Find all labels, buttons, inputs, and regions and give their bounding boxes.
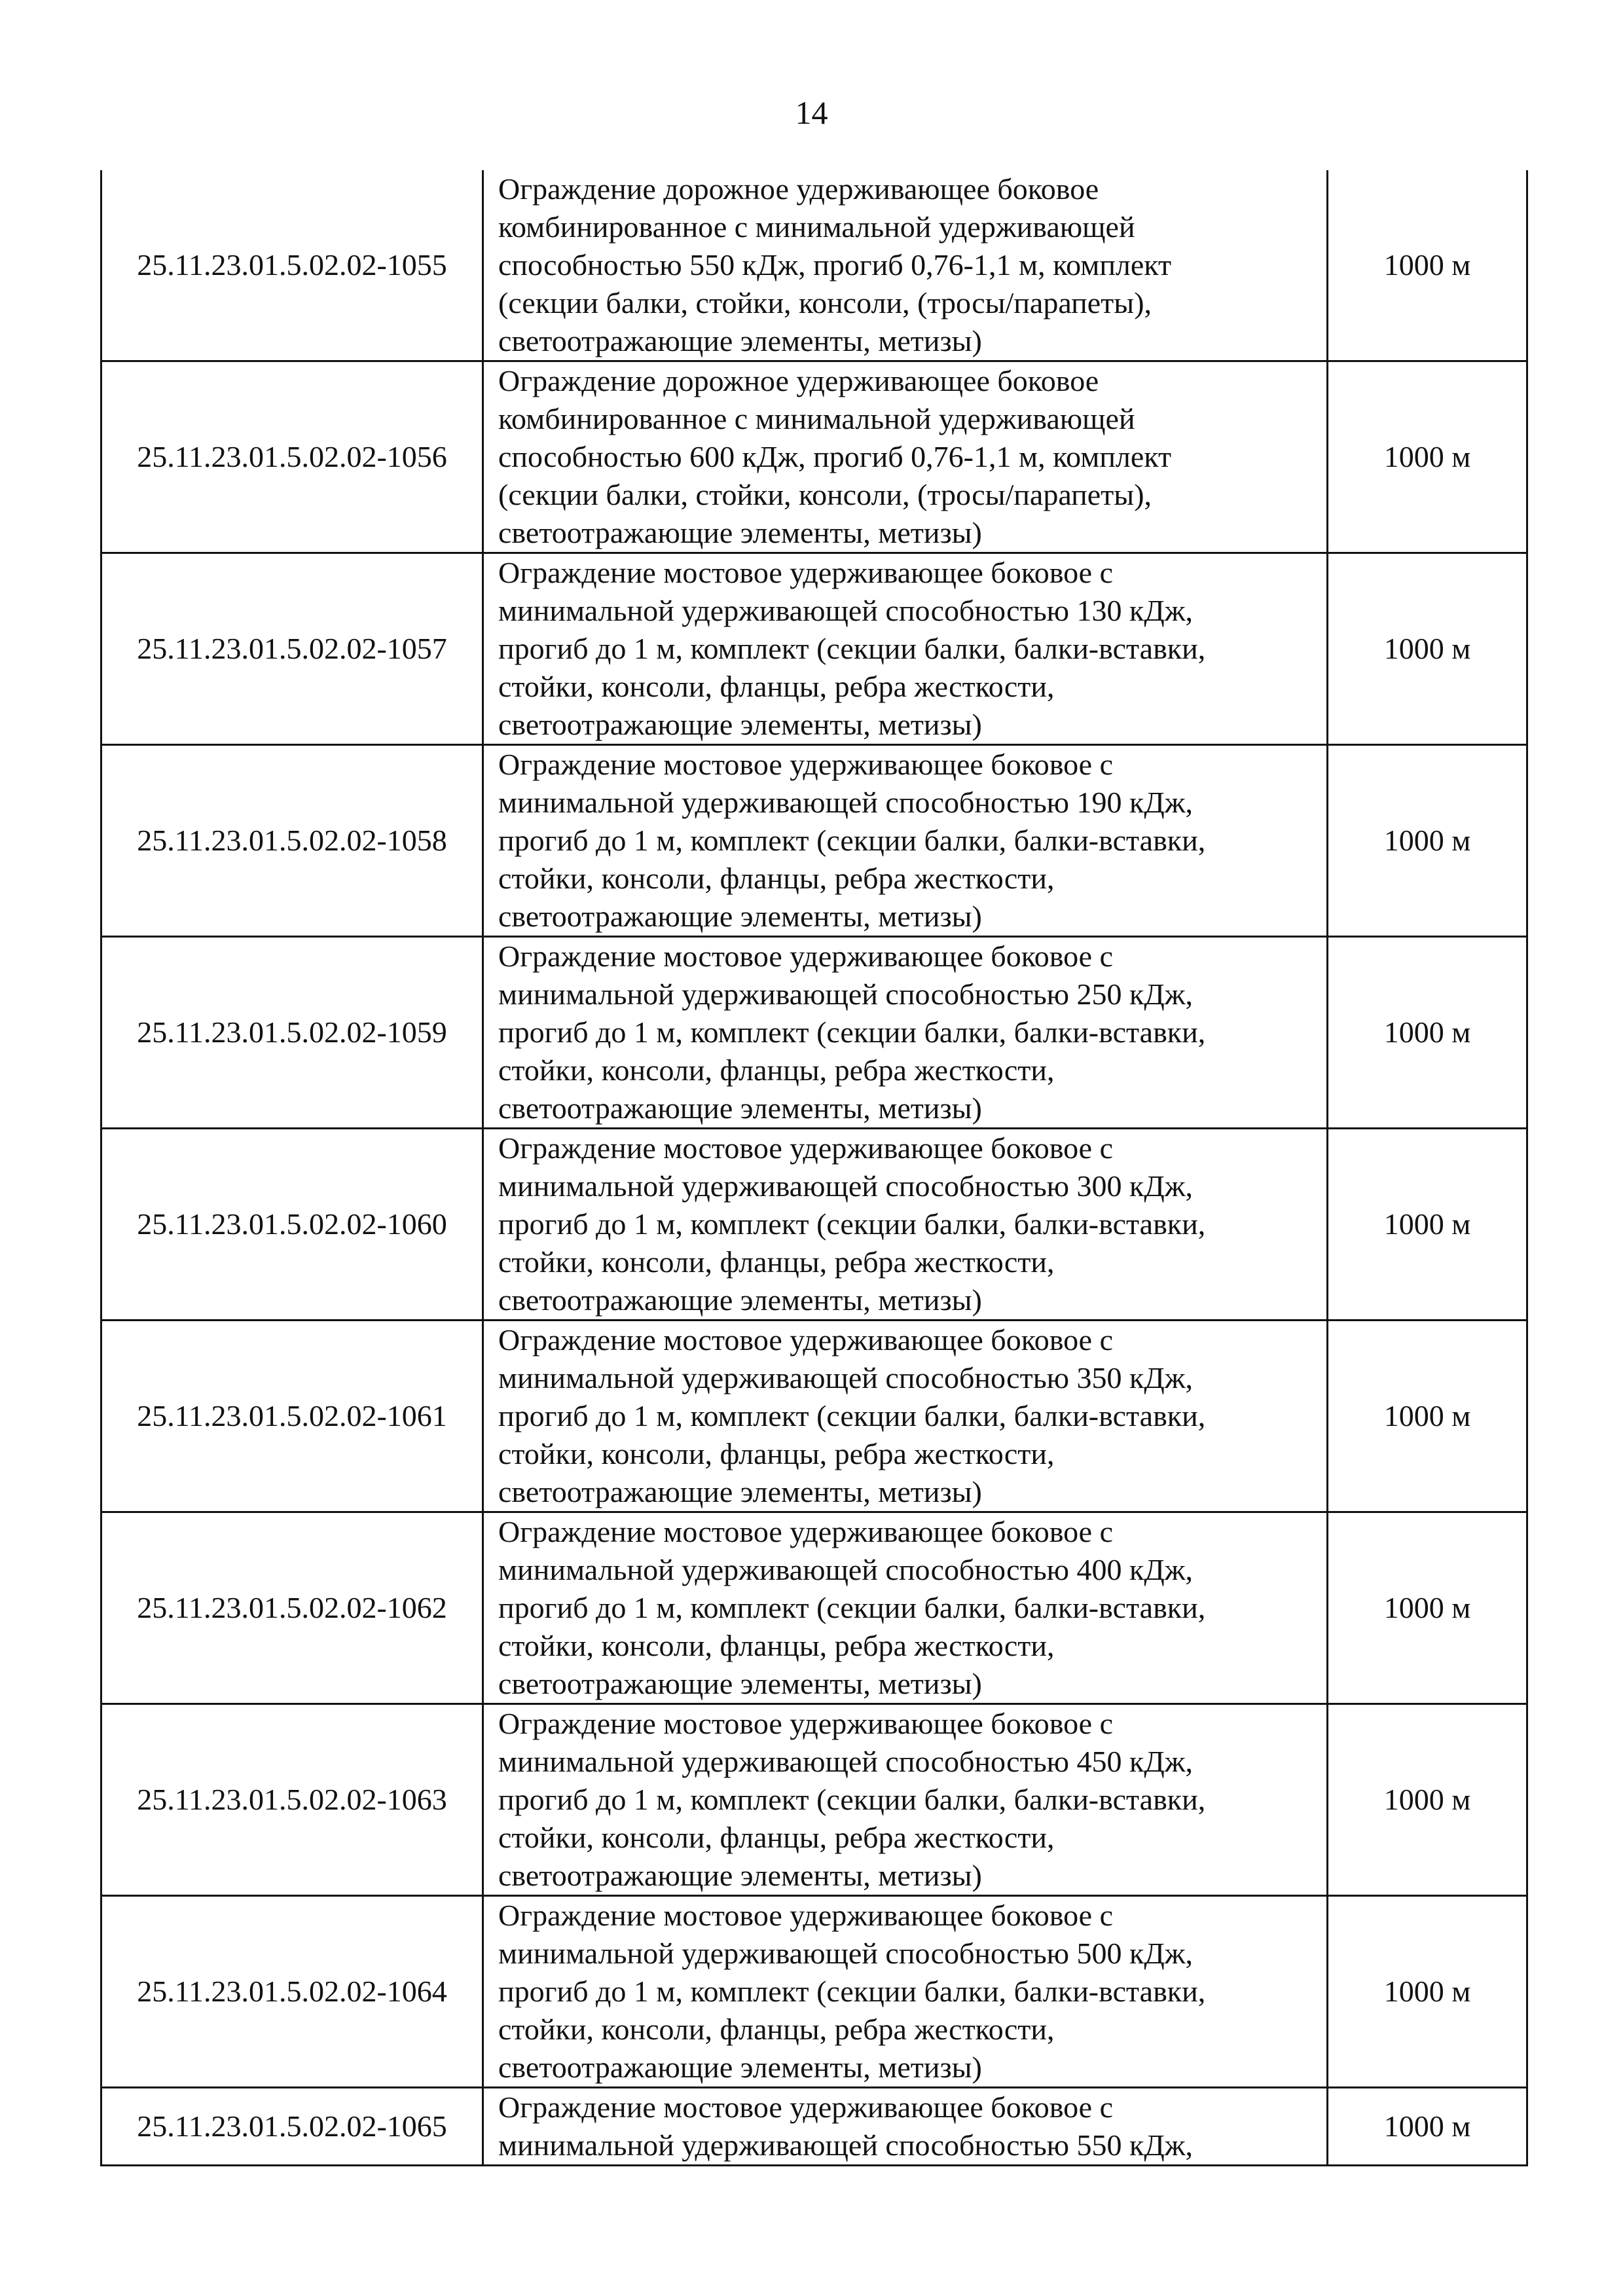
resource-code: 25.11.23.01.5.02.02-1060 <box>101 1129 483 1321</box>
description-line: Ограждение дорожное удерживающее боковое <box>498 172 1099 206</box>
description-line: способностью 600 кДж, прогиб 0,76-1,1 м, комплект <box>498 440 1172 473</box>
description-line: прогиб до 1 м, комплект (секции балки, балки-вставки, <box>498 1975 1206 2008</box>
resource-description <box>483 745 1328 937</box>
unit-of-measure: 1000 м <box>1328 2088 1527 2166</box>
table-row <box>101 170 1527 361</box>
table-row <box>101 1129 1527 1321</box>
description-line: минимальной удерживающей способностью 250 кДж, <box>498 977 1194 1011</box>
resource-code: 25.11.23.01.5.02.02-1065 <box>101 2088 483 2166</box>
table-row <box>101 1512 1527 1704</box>
resource-description <box>483 1129 1328 1321</box>
description-line: светоотражающие элементы, метизы) <box>498 1667 982 1700</box>
description-line: комбинированное с минимальной удерживающей <box>498 210 1135 244</box>
description-line: прогиб до 1 м, комплект (секции балки, балки-вставки, <box>498 1399 1206 1432</box>
description-line: стойки, консоли, фланцы, ребра жесткости, <box>498 2013 1055 2046</box>
description-line: Ограждение мостовое удерживающее боковое с <box>498 2090 1114 2124</box>
resource-code: 25.11.23.01.5.02.02-1061 <box>101 1321 483 1512</box>
description-line: стойки, консоли, фланцы, ребра жесткости, <box>498 1053 1055 1087</box>
page-number: 14 <box>795 94 828 131</box>
description-line: светоотражающие элементы, метизы) <box>498 1283 982 1317</box>
description-line: минимальной удерживающей способностью 130 кДж, <box>498 594 1194 627</box>
description-line: светоотражающие элементы, метизы) <box>498 2050 982 2084</box>
resource-code: 25.11.23.01.5.02.02-1063 <box>101 1704 483 1896</box>
resource-description <box>483 553 1328 745</box>
description-line: прогиб до 1 м, комплект (секции балки, балки-вставки, <box>498 824 1206 857</box>
description-line: прогиб до 1 м, комплект (секции балки, балки-вставки, <box>498 1591 1206 1624</box>
description-line: светоотражающие элементы, метизы) <box>498 1091 982 1125</box>
description-line: стойки, консоли, фланцы, ребра жесткости, <box>498 1821 1055 1854</box>
description-line: минимальной удерживающей способностью 350 кДж, <box>498 1361 1194 1394</box>
description-line: Ограждение мостовое удерживающее боковое с <box>498 556 1114 589</box>
description-line: стойки, консоли, фланцы, ребра жесткости, <box>498 1437 1055 1470</box>
description-line: прогиб до 1 м, комплект (секции балки, балки-вставки, <box>498 1015 1206 1049</box>
description-line: минимальной удерживающей способностью 190 кДж, <box>498 786 1194 819</box>
classifier-table <box>100 170 1528 2166</box>
description-line: способностью 550 кДж, прогиб 0,76-1,1 м, комплект <box>498 248 1172 282</box>
resource-description <box>483 1704 1328 1896</box>
resource-description <box>483 170 1328 361</box>
unit-of-measure: 1000 м <box>1328 745 1527 937</box>
table-row <box>101 1321 1527 1512</box>
description-line: светоотражающие элементы, метизы) <box>498 516 982 549</box>
unit-of-measure: 1000 м <box>1328 553 1527 745</box>
resource-description <box>483 361 1328 553</box>
resource-description <box>483 1321 1328 1512</box>
description-line: минимальной удерживающей способностью 400 кДж, <box>498 1553 1194 1586</box>
table-row <box>101 553 1527 745</box>
description-line: минимальной удерживающей способностью 500 кДж, <box>498 1937 1194 1970</box>
table-row <box>101 361 1527 553</box>
description-line: (секции балки, стойки, консоли, (тросы/парапеты), <box>498 286 1152 319</box>
description-line: комбинированное с минимальной удерживающей <box>498 402 1135 435</box>
description-line: стойки, консоли, фланцы, ребра жесткости, <box>498 1629 1055 1662</box>
description-line: светоотражающие элементы, метизы) <box>498 324 982 357</box>
table-row <box>101 1704 1527 1896</box>
resource-description <box>483 2088 1328 2166</box>
description-line: Ограждение мостовое удерживающее боковое с <box>498 1131 1114 1165</box>
description-line: Ограждение дорожное удерживающее боковое <box>498 364 1099 397</box>
resource-code: 25.11.23.01.5.02.02-1064 <box>101 1896 483 2088</box>
resource-code: 25.11.23.01.5.02.02-1055 <box>101 170 483 361</box>
description-line: стойки, консоли, фланцы, ребра жесткости, <box>498 1245 1055 1279</box>
description-line: светоотражающие элементы, метизы) <box>498 900 982 933</box>
table-row <box>101 745 1527 937</box>
unit-of-measure: 1000 м <box>1328 1704 1527 1896</box>
description-line: Ограждение мостовое удерживающее боковое с <box>498 748 1114 781</box>
description-line: Ограждение мостовое удерживающее боковое с <box>498 1515 1114 1548</box>
resource-code: 25.11.23.01.5.02.02-1059 <box>101 937 483 1129</box>
description-line: стойки, консоли, фланцы, ребра жесткости, <box>498 862 1055 895</box>
resource-description <box>483 1512 1328 1704</box>
unit-of-measure: 1000 м <box>1328 170 1527 361</box>
resource-code: 25.11.23.01.5.02.02-1057 <box>101 553 483 745</box>
description-line: Ограждение мостовое удерживающее боковое с <box>498 1899 1114 1932</box>
unit-of-measure: 1000 м <box>1328 361 1527 553</box>
unit-of-measure: 1000 м <box>1328 1512 1527 1704</box>
unit-of-measure: 1000 м <box>1328 1321 1527 1512</box>
description-line: Ограждение мостовое удерживающее боковое с <box>498 939 1114 973</box>
description-line: прогиб до 1 м, комплект (секции балки, балки-вставки, <box>498 1783 1206 1816</box>
description-line: светоотражающие элементы, метизы) <box>498 1859 982 1892</box>
resource-description <box>483 937 1328 1129</box>
description-line: минимальной удерживающей способностью 550 кДж, <box>498 2128 1194 2162</box>
resource-description <box>483 1896 1328 2088</box>
description-line: светоотражающие элементы, метизы) <box>498 1475 982 1508</box>
description-line: Ограждение мостовое удерживающее боковое с <box>498 1323 1114 1357</box>
description-line: минимальной удерживающей способностью 450 кДж, <box>498 1745 1194 1778</box>
description-line: (секции балки, стойки, консоли, (тросы/парапеты), <box>498 478 1152 511</box>
description-line: стойки, консоли, фланцы, ребра жесткости, <box>498 670 1055 703</box>
description-line: Ограждение мостовое удерживающее боковое с <box>498 1707 1114 1740</box>
unit-of-measure: 1000 м <box>1328 937 1527 1129</box>
table-row <box>101 2088 1527 2166</box>
table-row <box>101 1896 1527 2088</box>
description-line: прогиб до 1 м, комплект (секции балки, балки-вставки, <box>498 632 1206 665</box>
table-row <box>101 937 1527 1129</box>
description-line: прогиб до 1 м, комплект (секции балки, балки-вставки, <box>498 1207 1206 1241</box>
resource-code: 25.11.23.01.5.02.02-1062 <box>101 1512 483 1704</box>
unit-of-measure: 1000 м <box>1328 1896 1527 2088</box>
description-line: минимальной удерживающей способностью 300 кДж, <box>498 1169 1194 1203</box>
description-line: светоотражающие элементы, метизы) <box>498 708 982 741</box>
resource-code: 25.11.23.01.5.02.02-1058 <box>101 745 483 937</box>
resource-code: 25.11.23.01.5.02.02-1056 <box>101 361 483 553</box>
unit-of-measure: 1000 м <box>1328 1129 1527 1321</box>
